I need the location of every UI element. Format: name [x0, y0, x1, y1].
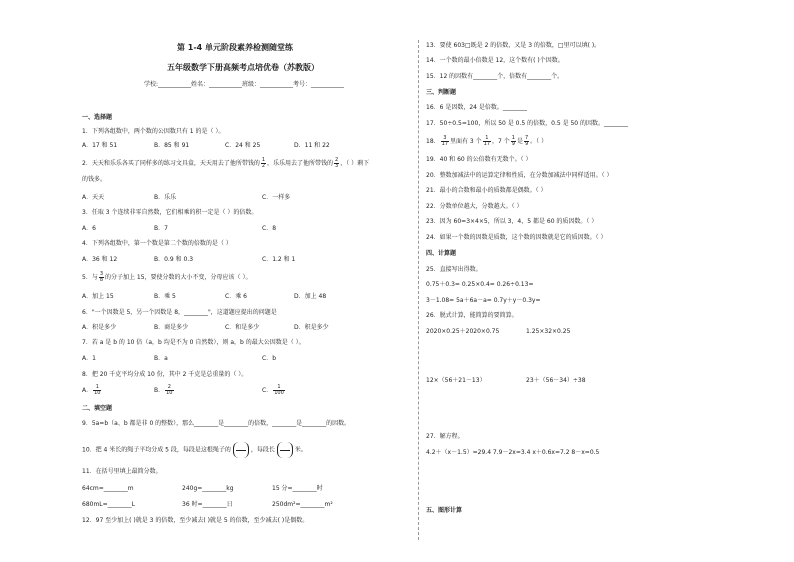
q11-item-3: 15 分=________时: [272, 485, 323, 492]
question-21: 21．最小的合数和最小的质数都是偶数。（ ）: [426, 187, 547, 194]
question-7: 7．若 a 是 b 的 10 倍（a，b 均是不为 0 自然数），则 a，b 的最大公因数是（ ）。: [82, 339, 305, 346]
q3-option-a: A．6: [82, 225, 96, 232]
section-judge: 三、判断题: [426, 89, 457, 96]
question-14: 14．一个数的最小倍数是 12，这个数有( )个因数。: [426, 57, 564, 64]
q10-text-c: 米。: [294, 446, 307, 454]
q8-option-b: B． $\frac{2}{10}$: [154, 384, 173, 396]
q11-item-4: 680mL=________L: [82, 501, 136, 508]
question-8: 8．把 20 千克平均分成 10 份，其中 2 千克是总重量的（ ）。: [82, 371, 248, 378]
question-5: [82, 272, 251, 283]
q5-fraction: $\frac{3}{8}$: [99, 271, 104, 283]
q18-fraction-3: $\frac{1}{9}$: [511, 135, 515, 147]
q8-fraction-c: $\frac{1}{100}$: [274, 384, 284, 396]
q8-option-a: A． $\frac{1}{10}$: [82, 384, 101, 396]
question-24: 24．如果一个数的因数是质数，这个数的因数就是它的质因数。（ ）: [426, 234, 607, 241]
q1-option-b: B．85 和 91: [154, 142, 190, 149]
q4-option-b: B．0.9 和 0.3: [154, 256, 194, 263]
q2-option-a: A．天天: [82, 194, 105, 201]
q8-fraction-b: $\frac{2}{10}$: [166, 384, 173, 396]
q26-expr-1: 2020×0.25＋2020×0.75: [426, 328, 500, 335]
q18-fraction-4: $\frac{7}{9}$: [524, 135, 529, 147]
question-19: 19．40 和 60 的公倍数有无数个。（ ）: [426, 156, 532, 163]
question-3: 3．任取 3 个连续非零自然数，它们相乘的积一定是（ ）的倍数。: [82, 209, 258, 216]
q1-option-c: C．24 和 25: [225, 142, 261, 149]
question-13: 13．要使 603□既是 2 的倍数，又是 3 的倍数，□里可以填( )。: [426, 42, 601, 49]
q2-text-a: 2．天天和乐乐各买了同样多的练习文具盒，天天用去了他所带钱的: [82, 160, 260, 167]
q3-option-c: C．8: [262, 225, 277, 232]
title-line-2: 五年级数学下册高频考点培优卷（苏教版）: [167, 63, 319, 72]
q11-item-1: 64cm=________m: [82, 485, 134, 492]
q7-option-a: A．1: [82, 355, 96, 362]
q26-expr-3: 12×（56＋21－13）: [426, 377, 486, 384]
q6-option-c: C．和是多少: [225, 324, 260, 331]
q18-fraction-2: $\frac{1}{17}$: [483, 135, 491, 147]
question-25: 25．直接写出得数。: [426, 266, 482, 273]
question-2-cont: 的钱多。: [82, 176, 107, 183]
q26-expr-4: 23＋（56－34）÷38: [526, 377, 586, 384]
question-15: 15．12 的因数有________个，倍数有________个。: [426, 73, 564, 80]
q2-option-b: B．乐乐: [154, 194, 177, 201]
section-geometry: 五、图形计算: [426, 507, 463, 514]
q5-option-a: A．加上 15: [82, 293, 114, 300]
q2-fraction-2: $\frac{2}{3}$: [335, 157, 339, 169]
q10-blank-fraction-2: [277, 442, 293, 458]
question-17: 17．50÷0.5=100，所以 50 是 0.5 的倍数，0.5 是 50 的因数。________: [426, 120, 629, 127]
q1-option-a: A．17 和 51: [82, 142, 118, 149]
q6-option-b: B．商是多少: [154, 324, 189, 331]
q3-option-b: B．7: [154, 225, 168, 232]
q25-row-2: 3－1.08= 5a＋6a－a= 0.7y＋y－0.3y=: [426, 297, 541, 304]
q7-option-c: C．b: [262, 355, 276, 362]
q25-row-1: 0.75＋0.3= 0.25×0.4= 0.26÷0.13=: [426, 281, 534, 288]
question-26: 26．脱式计算，能简算的要简算。: [426, 312, 518, 319]
q8-option-c: C． $\frac{1}{100}$: [262, 384, 284, 396]
question-22: 22．分数单位越大，分数越大。（ ）: [426, 203, 523, 210]
q7-option-b: B．a: [154, 355, 168, 362]
q5-text-a: 5．与: [82, 274, 98, 281]
question-4: 4．下列各组数中，第一个数是第二个数的倍数的是（ ）: [82, 240, 232, 247]
section-calc: 四、计算题: [426, 250, 457, 257]
q18-fraction-1: $\frac{3}{17}$: [441, 135, 449, 147]
q5-text-b: 的分子加上 15，要使分数的大小不变，分母应该（ ）。: [105, 274, 252, 281]
question-1: 1．下列各组数中，两个数的公因数只有 1 的是（ ）。: [82, 128, 225, 135]
question-27: 27．解方程。: [426, 433, 464, 440]
q10-text-a: 10．把 4 米长的绳子平均分成 5 段，每段是这根绳子的: [82, 446, 231, 454]
q2-text-c: ，（ ）剩下: [340, 160, 370, 167]
question-12: 12．97 至少加上( )就是 3 的倍数，至少减去( )就是 5 的倍数，至少减去( )是偶数。: [82, 517, 309, 524]
question-16: 16．6 是因数，24 是倍数。________: [426, 104, 527, 111]
title-line-1: 第 1-4 单元阶段素养检测随堂练: [177, 43, 294, 52]
question-10: [82, 442, 307, 458]
question-11: 11．在括号里填上最简分数。: [82, 468, 162, 475]
q2-option-c: C．一样多: [262, 194, 291, 201]
q6-option-d: D．积是多少: [294, 324, 329, 331]
student-info-line: 学校:___________姓名：___________班级：___________考号：___________: [144, 81, 345, 88]
column-divider: [418, 40, 419, 540]
question-20: 20．整数加减法中的运算定律和性质，在分数加减法中同样适用。（ ）: [426, 172, 613, 179]
q6-option-a: A．积是多少: [82, 324, 117, 331]
q26-expr-2: 1.25×32×0.25: [526, 328, 571, 335]
q10-blank-fraction-1: [233, 442, 249, 458]
q5-option-c: C．乘 6: [225, 293, 247, 300]
q2-fraction-1: $\frac{1}{2}$: [261, 157, 266, 169]
q5-option-b: B．乘 5: [154, 293, 176, 300]
q5-option-d: D．加上 48: [294, 293, 327, 300]
question-6: 6．"一个因数是 5，另一个因数是 8，________"，这道题应提出的问题是: [82, 309, 277, 316]
q1-option-d: D．11 和 22: [294, 142, 330, 149]
section-fill: 二、填空题: [82, 405, 113, 412]
q27-equations: 4.2＋（x－1.5）=29.4 7.9－2x=3.4 x＋0.6x=7.2 8－x=0.5: [426, 449, 600, 456]
question-18: 18． $\frac{3}{17}$ 里面有 3 个 $\frac{1}{17}$ ，7 个 $\frac{1}{9}$ 是 $\frac{7}{9}$ 。（ ）: [426, 135, 548, 147]
question-2: [82, 158, 369, 169]
q10-text-b: ，每段长: [250, 446, 275, 454]
question-23: 23．因为 60=3×4×5，所以 3，4，5 都是 60 的质因数。（ ）: [426, 218, 598, 225]
q11-item-6: 250dm²=________m²: [272, 501, 333, 508]
q4-option-a: A．36 和 12: [82, 256, 118, 263]
question-9: 9．5a=b（a、b 都是非 0 的整数），那么________是________的倍数，________是________的因数。: [82, 420, 351, 427]
q4-option-c: C．1.2 和 1: [262, 256, 296, 263]
q11-item-5: 36 时=________日: [182, 501, 233, 508]
q8-fraction-a: $\frac{1}{10}$: [94, 384, 101, 396]
q11-item-2: 240g=________kg: [182, 485, 234, 492]
section-choice: 一、选择题: [82, 114, 113, 121]
q2-text-b: ，乐乐用去了他所带钱的: [267, 160, 334, 167]
